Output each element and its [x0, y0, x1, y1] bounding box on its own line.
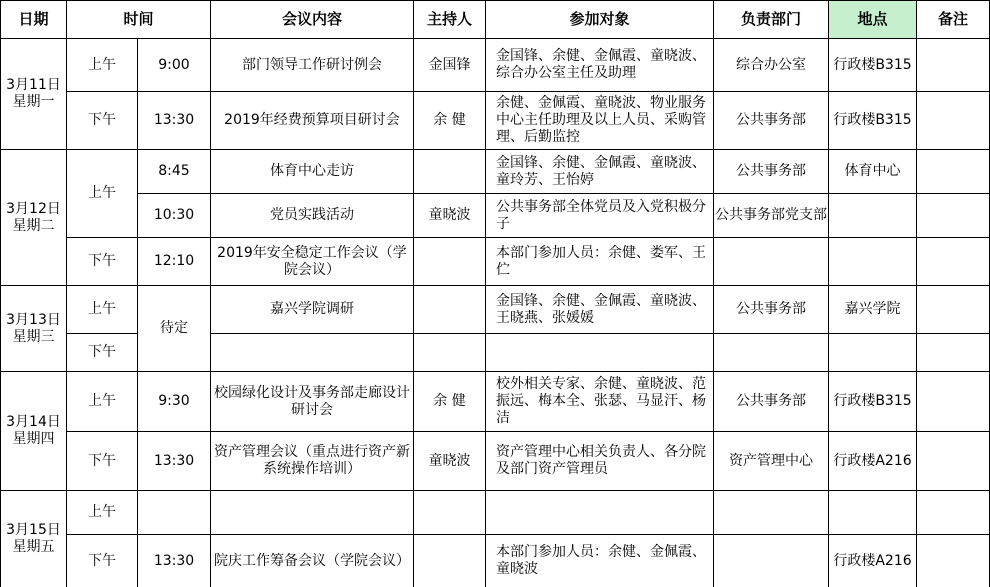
period-am: 上午	[88, 185, 116, 201]
grid-line	[828, 0, 829, 587]
grid-line	[210, 0, 211, 587]
location-cell: 行政楼A216	[833, 452, 912, 469]
location-cell: 行政楼A216	[833, 552, 912, 569]
host-cell: 童晓波	[428, 452, 471, 469]
participants-cell: 金国锋、余健、金佩霞、童晓波、童玲芳、王怡婷	[496, 154, 706, 188]
weekday-label: 星期二	[12, 217, 55, 234]
participants-cell: 校外相关专家、余健、童晓波、范振远、梅本全、张瑟、马显汗、杨洁	[496, 376, 706, 426]
header-time: 时间	[123, 10, 154, 28]
content-cell: 2019年经费预算项目研讨会	[224, 112, 400, 128]
weekday-label: 星期一	[12, 94, 55, 110]
date-cell	[1, 372, 66, 490]
grid-line	[0, 285, 990, 286]
grid-line	[0, 38, 990, 39]
header-date: 日期	[18, 10, 49, 28]
grid-line	[485, 0, 486, 587]
department-cell: 公共事务部	[736, 163, 806, 179]
department-cell: 公共事务部党支部	[715, 207, 827, 223]
host-cell: 余 健	[433, 393, 466, 409]
participants-cell: 余健、金佩霞、童晓波、物业服务中心主任助理及以上人员、采购管理、后勤监控	[496, 95, 706, 145]
date-label: 3月14日	[6, 414, 61, 430]
content-cell: 校园绿化设计及事务部走廊设计研讨会	[214, 384, 410, 418]
header-department: 负责部门	[740, 10, 801, 28]
period-am: 上午	[88, 56, 116, 73]
date-cell	[1, 491, 66, 587]
department-cell: 公共事务部	[736, 112, 806, 128]
location-cell: 行政楼B315	[833, 393, 912, 409]
time-cell	[138, 491, 210, 534]
header-location: 地点	[829, 1, 916, 38]
participants-cell: 资产管理中心相关负责人、各分院及部门资产管理员	[496, 444, 706, 477]
participants-cell: 本部门参加人员：余健、娄军、王伫	[496, 244, 706, 278]
participants-cell: 金国锋、余健、金佩霞、童晓波、王晓燕、张媛媛	[496, 292, 706, 326]
grid-line	[713, 0, 714, 587]
weekday-label: 星期四	[12, 431, 55, 447]
grid-line	[916, 0, 917, 587]
time-cell: 8:45	[158, 163, 190, 179]
content-cell: 嘉兴学院调研	[270, 301, 354, 317]
time-cell: 13:30	[153, 552, 195, 569]
period-am: 上午	[88, 301, 116, 317]
grid-line	[66, 237, 990, 238]
weekday-label: 星期三	[12, 328, 55, 345]
period-pm: 下午	[88, 344, 116, 360]
time-cell: 12:10	[153, 253, 195, 269]
content-cell: 资产管理会议（重点进行资产新系统操作培训）	[214, 444, 410, 477]
grid-line	[66, 431, 990, 432]
host-cell: 童晓波	[428, 207, 471, 223]
participants-cell: 公共事务部全体党员及入党积极分子	[496, 198, 706, 232]
date-label: 3月11日	[6, 77, 61, 93]
content-cell: 部门领导工作研讨例会	[242, 56, 382, 73]
header-content: 会议内容	[281, 10, 342, 28]
grid-line	[0, 0, 1, 587]
content-cell: 院庆工作筹备会议（学院会议）	[214, 552, 410, 569]
grid-line	[0, 149, 990, 150]
period-pm: 下午	[88, 112, 116, 128]
department-cell: 公共事务部	[736, 301, 806, 317]
department-cell: 资产管理中心	[729, 452, 813, 469]
date-label: 3月15日	[6, 522, 61, 538]
participants-cell: 本部门参加人员：余健、金佩霞、童晓波	[496, 544, 706, 577]
grid-line	[0, 0, 990, 1]
period-pm: 下午	[88, 452, 116, 469]
participants-cell: 金国锋、余健、金佩霞、童晓波、综合办公室主任及助理	[496, 48, 706, 81]
grid-line	[0, 371, 990, 372]
grid-line	[137, 193, 990, 194]
grid-line	[137, 38, 138, 587]
header-host: 主持人	[426, 10, 472, 28]
grid-line	[66, 0, 67, 587]
grid-line	[66, 534, 990, 535]
time-pending: 待定	[160, 320, 188, 336]
period-am: 上午	[88, 393, 116, 409]
grid-line	[66, 91, 990, 92]
time-cell: 9:00	[158, 56, 190, 73]
host-cell: 金国锋	[428, 56, 471, 73]
date-label: 3月12日	[6, 200, 61, 217]
time-cell: 10:30	[153, 207, 195, 223]
grid-line	[210, 333, 990, 334]
date-cell	[1, 39, 66, 149]
grid-line	[413, 0, 414, 587]
content-cell: 党员实践活动	[270, 207, 354, 223]
header-participants: 参加对象	[569, 10, 630, 28]
location-cell: 行政楼B315	[833, 56, 912, 73]
period-pm: 下午	[88, 253, 116, 269]
location-cell: 行政楼B315	[833, 112, 912, 128]
grid-line	[0, 490, 990, 491]
weekday-label: 星期五	[12, 539, 55, 555]
department-cell: 公共事务部	[736, 393, 806, 409]
period-am: 上午	[88, 504, 116, 520]
date-cell	[1, 150, 66, 285]
host-cell: 余 健	[433, 112, 466, 128]
time-cell: 13:30	[153, 112, 195, 128]
location-cell: 嘉兴学院	[844, 301, 901, 317]
location-cell: 体育中心	[844, 163, 901, 179]
date-label: 3月13日	[6, 311, 61, 328]
date-cell	[1, 286, 66, 371]
grid-line	[66, 333, 138, 334]
department-cell: 综合办公室	[736, 56, 806, 73]
header-remarks: 备注	[937, 10, 968, 28]
time-cell: 13:30	[153, 452, 195, 469]
content-cell: 体育中心走访	[270, 163, 354, 179]
content-cell: 2019年安全稳定工作会议（学院会议）	[217, 244, 407, 278]
period-pm: 下午	[88, 552, 116, 569]
time-cell: 9:30	[158, 393, 190, 409]
